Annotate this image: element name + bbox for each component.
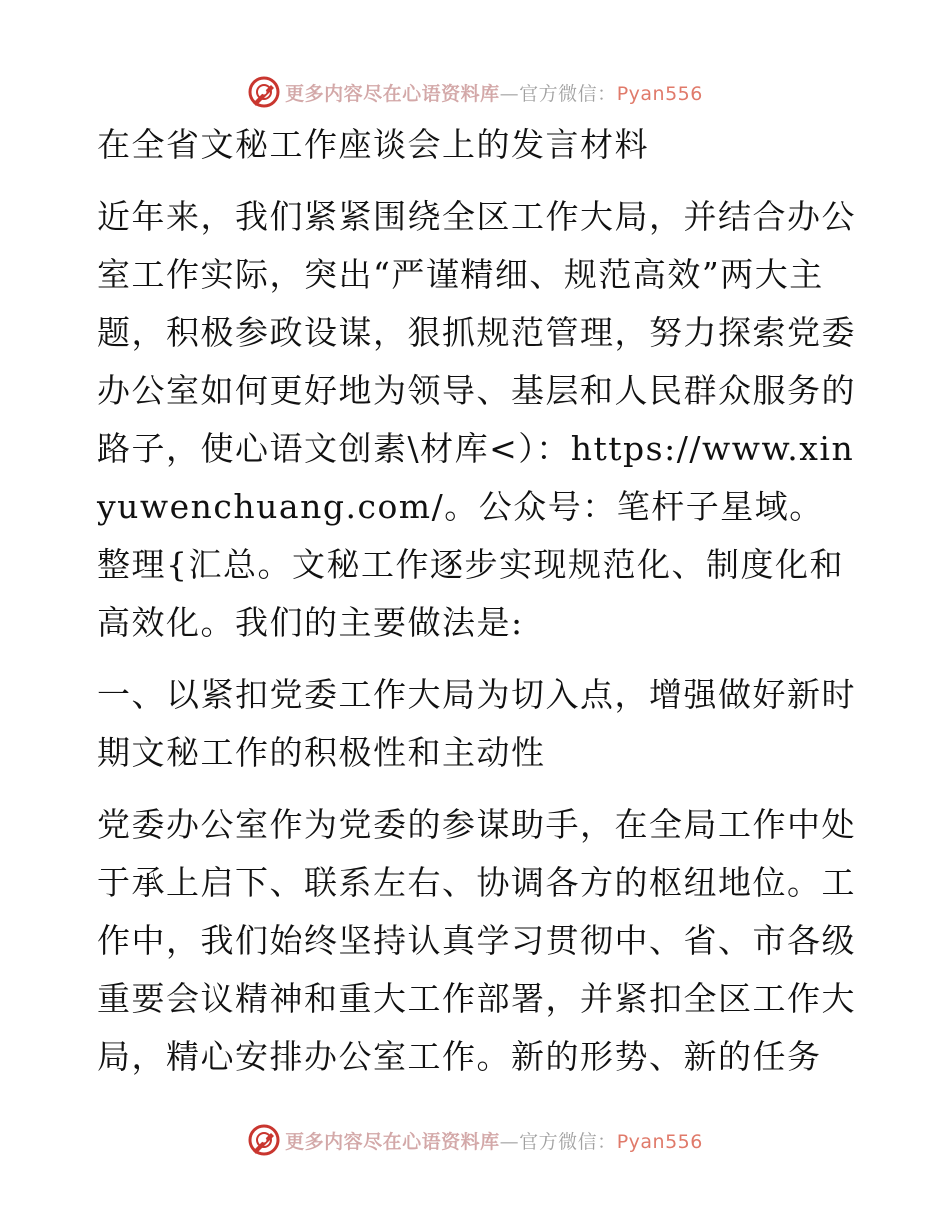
paragraph-intro: 近年来，我们紧紧围绕全区工作大局，并结合办公室工作实际，突出“严谨精细、规范高效”两大主题，积极参政设谋，狠抓规范管理，努力探索党委办公室如何更好地为领导、基层和人民群众服务的路子，使心语文创素\材库<）：https://www.xinyuwenchuang.com/。公众号：笔杆子星域。整理{汇总。文秘工作逐步实现规范化、制度化和高效化。我们的主要做法是: — [97, 197, 856, 642]
watermark-official-label: 官方微信： — [519, 1130, 617, 1153]
watermark-wechat-id: Pyan556 — [616, 82, 703, 105]
document-title: 在全省文秘工作座谈会上的发言材料 — [97, 125, 649, 164]
pen-logo-icon — [247, 1123, 281, 1157]
paragraph-section-1: 党委办公室作为党委的参谋助手，在全局工作中处于承上启下、联系左右、协调各方的枢纽地位。工作中，我们始终坚持认真学习贯彻中、省、市各级重要会议精神和重大工作部署，并紧扣全区工作大局，精心安排办公室工作。新的形势、新的任务 — [97, 805, 856, 1076]
watermark-wechat-id: Pyan556 — [616, 1130, 703, 1153]
watermark-banner-top — [0, 72, 950, 112]
watermark-dash: — — [499, 1130, 520, 1153]
watermark-dash: — — [499, 82, 520, 105]
watermark-banner-bottom — [0, 1120, 950, 1160]
document-body — [97, 116, 857, 1086]
section-heading-1: 一、以紧扣党委工作大局为切入点，增强做好新时期文秘工作的积极性和主动性 — [97, 675, 856, 772]
watermark-official-label: 官方微信： — [519, 82, 617, 105]
watermark-library-text: 更多内容尽在心语资料库 — [285, 82, 500, 105]
watermark-library-text: 更多内容尽在心语资料库 — [285, 1130, 500, 1153]
pen-logo-icon — [247, 75, 281, 109]
